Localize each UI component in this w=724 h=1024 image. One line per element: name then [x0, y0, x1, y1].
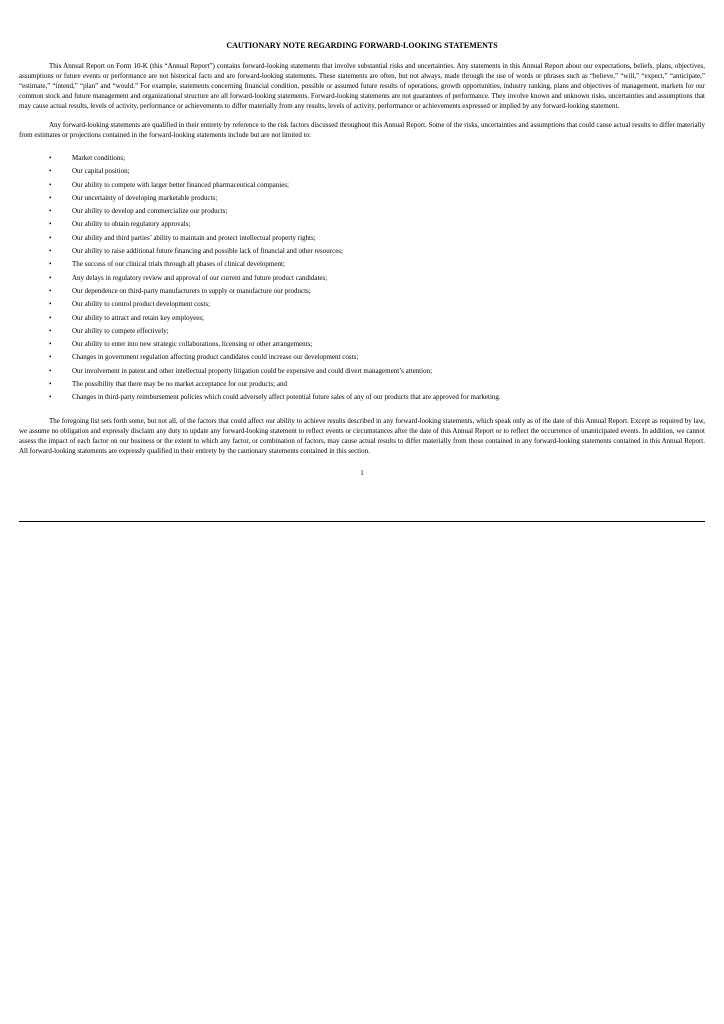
- page-divider: [19, 521, 705, 522]
- list-item-text: Our ability to compete effectively;: [72, 326, 169, 335]
- list-item-text: Our ability to develop and commercialize our products;: [72, 207, 228, 216]
- intro-paragraph: This Annual Report on Form 10-K (this “Annual Report”) contains forward-looking statements that involve substantial risks and uncertainties. Any statements in this Annual Report about our expectations, beliefs, plans, objectives, assumptions or future events or performance are not historical facts and are forward-looking statements. These statements are often, but not always, made through the use of words or phrases such as “believe,” “will,” “expect,” “anticipate,” “estimate,” “intend,” “plan” and “would.” For example, statements concerning financial condition, possible or assumed future results of operations, growth opportunities, industry ranking, plans and objectives of management, markets for our common stock and future management and organizational structure are all forward-looking statements. Forward-looking statements are not guarantees of performance. They involve known and unknown risks, uncertainties and assumptions that may cause actual results, levels of activity, performance or achievements to differ materially from any results, levels of activity, performance or achievements expressed or implied by any forward-looking statement.: [19, 62, 705, 110]
- list-item-text: Our ability and third parties’ ability to maintain and protect intellectual property rights;: [72, 233, 316, 242]
- list-item: [19, 393, 705, 402]
- risk-factor-list: [19, 154, 705, 402]
- bullet-icon: •: [49, 380, 52, 389]
- list-item-text: Our ability to attract and retain key employees;: [72, 313, 204, 322]
- bullet-icon: •: [49, 193, 52, 202]
- bullet-icon: •: [49, 393, 52, 402]
- bullet-icon: •: [49, 366, 52, 375]
- page-number: 1: [360, 469, 364, 478]
- bullet-icon: •: [49, 247, 52, 256]
- list-item: [19, 260, 705, 269]
- list-item-text: The success of our clinical trials through all phases of clinical development;: [72, 260, 285, 269]
- bullet-icon: •: [49, 233, 52, 242]
- list-item: [19, 314, 705, 323]
- bullet-icon: •: [49, 313, 52, 322]
- list-item: [19, 234, 705, 243]
- bullet-icon: •: [49, 273, 52, 282]
- list-item: [19, 167, 705, 176]
- bullet-icon: •: [49, 326, 52, 335]
- list-item: [19, 300, 705, 309]
- bullet-icon: •: [49, 220, 52, 229]
- list-item: [19, 247, 705, 256]
- list-item-text: Our capital position;: [72, 167, 130, 176]
- bullet-icon: •: [49, 167, 52, 176]
- list-item-text: Our ability to compete with larger better financed pharmaceutical companies;: [72, 180, 289, 189]
- list-item: [19, 327, 705, 336]
- list-item: [19, 287, 705, 296]
- risk-factors-paragraph: Any forward-looking statements are qualified in their entirety by reference to the risk factors discussed throughout this Annual Report. Some of the risks, uncertainties and assumptions that could cause actual results to differ materially from estimates or projections contained in the forward-looking statements include but are not limited to:: [19, 121, 705, 139]
- bullet-icon: •: [49, 340, 52, 349]
- bullet-icon: •: [49, 154, 52, 162]
- bullet-icon: •: [49, 353, 52, 362]
- list-item: [19, 340, 705, 349]
- bullet-icon: •: [49, 300, 52, 309]
- list-item-text: Our involvement in patent and other intellectual property litigation could be expensive and could divert management’s attention;: [72, 366, 433, 375]
- list-item: [19, 220, 705, 229]
- bullet-icon: •: [49, 207, 52, 216]
- list-item: [19, 154, 705, 163]
- page-title: CAUTIONARY NOTE REGARDING FORWARD-LOOKING STATEMENTS: [226, 41, 498, 50]
- list-item: [19, 194, 705, 203]
- list-item-text: Our ability to enter into new strategic collaborations, licensing or other arrangements;: [72, 340, 313, 349]
- bullet-icon: •: [49, 180, 52, 189]
- list-item-text: Changes in third-party reimbursement policies which could adversely affect potential future sales of any of our products that are approved for marketing.: [72, 393, 501, 402]
- document-page: [19, 40, 705, 478]
- list-item: [19, 274, 705, 283]
- list-item-text: Market conditions;: [72, 154, 126, 162]
- list-item-text: Any delays in regulatory review and approval of our current and future product candidates;: [72, 273, 328, 282]
- list-item-text: Our dependence on third-party manufacturers to supply or manufacture our products;: [72, 286, 311, 295]
- closing-paragraph: The foregoing list sets forth some, but not all, of the factors that could affect our ability to achieve results described in any forward-looking statements, which speak only as of the date of this Annual Report. Except as required by law, we assume no obligation and expressly disclaim any duty to update any forward-looking statement to reflect events or circumstances after the date of this Annual Report or to reflect the occurrence of unanticipated events. In addition, we cannot assess the impact of each factor on our business or the extent to which any factor, or combination of factors, may cause actual results to differ materially from those contained in any forward-looking statements contained in this Annual Report. All forward-looking statements are expressly qualified in their entirety by the cautionary statements contained in this section.: [19, 417, 705, 456]
- list-item-text: Our uncertainty of developing marketable products;: [72, 193, 218, 202]
- list-item: [19, 367, 705, 376]
- list-item: [19, 380, 705, 389]
- list-item-text: The possibility that there may be no market acceptance for our products; and: [72, 380, 287, 389]
- bullet-icon: •: [49, 260, 52, 269]
- list-item-text: Changes in government regulation affecting product candidates could increase our development costs;: [72, 353, 359, 362]
- list-item-text: Our ability to obtain regulatory approvals;: [72, 220, 191, 229]
- list-item: [19, 353, 705, 362]
- list-item-text: Our ability to raise additional future financing and possible lack of financial and other resources;: [72, 247, 343, 256]
- list-item: [19, 181, 705, 190]
- list-item: [19, 207, 705, 216]
- list-item-text: Our ability to control product development costs;: [72, 300, 211, 309]
- bullet-icon: •: [49, 286, 52, 295]
